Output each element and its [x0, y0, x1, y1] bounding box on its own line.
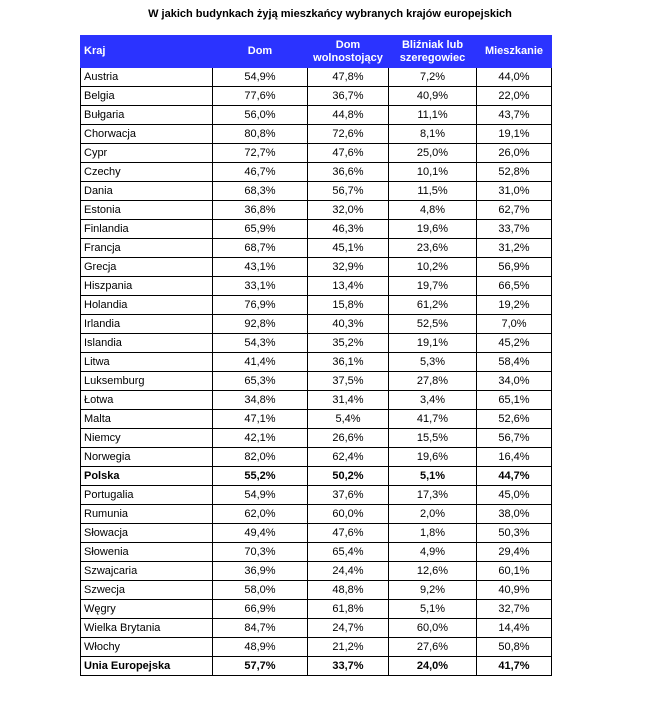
- cell-mieszkanie: 66,5%: [477, 277, 552, 296]
- country-cell: Finlandia: [81, 220, 213, 239]
- table-header: [81, 36, 552, 68]
- country-cell: Niemcy: [81, 429, 213, 448]
- table-row: [81, 353, 552, 372]
- cell-blizniak: 17,3%: [389, 486, 477, 505]
- cell-wolnostojacy: 56,7%: [308, 182, 389, 201]
- table-row: [81, 657, 552, 676]
- cell-blizniak: 11,5%: [389, 182, 477, 201]
- cell-wolnostojacy: 40,3%: [308, 315, 389, 334]
- cell-blizniak: 41,7%: [389, 410, 477, 429]
- cell-blizniak: 25,0%: [389, 144, 477, 163]
- country-cell: Chorwacja: [81, 125, 213, 144]
- cell-dom: 54,3%: [213, 334, 308, 353]
- cell-blizniak: 10,2%: [389, 258, 477, 277]
- table-row: [81, 467, 552, 486]
- cell-wolnostojacy: 32,0%: [308, 201, 389, 220]
- country-cell: Dania: [81, 182, 213, 201]
- country-cell: Norwegia: [81, 448, 213, 467]
- cell-blizniak: 60,0%: [389, 619, 477, 638]
- cell-mieszkanie: 16,4%: [477, 448, 552, 467]
- cell-dom: 55,2%: [213, 467, 308, 486]
- table-row: [81, 315, 552, 334]
- country-cell: Cypr: [81, 144, 213, 163]
- table-row: [81, 543, 552, 562]
- cell-wolnostojacy: 60,0%: [308, 505, 389, 524]
- cell-mieszkanie: 45,2%: [477, 334, 552, 353]
- cell-wolnostojacy: 45,1%: [308, 239, 389, 258]
- header-dom-wolnostojacy-line2: wolnostojący: [313, 51, 383, 64]
- country-cell: Luksemburg: [81, 372, 213, 391]
- cell-blizniak: 12,6%: [389, 562, 477, 581]
- cell-wolnostojacy: 21,2%: [308, 638, 389, 657]
- cell-wolnostojacy: 37,5%: [308, 372, 389, 391]
- table-row: [81, 638, 552, 657]
- table-row: [81, 334, 552, 353]
- table-row: [81, 277, 552, 296]
- table-row: [81, 201, 552, 220]
- country-cell: Belgia: [81, 87, 213, 106]
- cell-wolnostojacy: 48,8%: [308, 581, 389, 600]
- header-blizniak-line1: Bliźniak lub: [401, 38, 464, 51]
- table-row: [81, 163, 552, 182]
- cell-blizniak: 23,6%: [389, 239, 477, 258]
- cell-mieszkanie: 33,7%: [477, 220, 552, 239]
- cell-wolnostojacy: 65,4%: [308, 543, 389, 562]
- cell-dom: 92,8%: [213, 315, 308, 334]
- table-row: [81, 258, 552, 277]
- country-cell: Słowenia: [81, 543, 213, 562]
- cell-blizniak: 4,8%: [389, 201, 477, 220]
- cell-mieszkanie: 52,6%: [477, 410, 552, 429]
- cell-blizniak: 2,0%: [389, 505, 477, 524]
- table-row: [81, 125, 552, 144]
- cell-blizniak: 4,9%: [389, 543, 477, 562]
- cell-dom: 77,6%: [213, 87, 308, 106]
- cell-dom: 58,0%: [213, 581, 308, 600]
- cell-wolnostojacy: 46,3%: [308, 220, 389, 239]
- page-title: W jakich budynkach żyją mieszkańcy wybranych krajów europejskich: [148, 8, 512, 20]
- country-cell: Hiszpania: [81, 277, 213, 296]
- cell-wolnostojacy: 47,6%: [308, 144, 389, 163]
- cell-blizniak: 27,8%: [389, 372, 477, 391]
- cell-mieszkanie: 50,3%: [477, 524, 552, 543]
- cell-blizniak: 3,4%: [389, 391, 477, 410]
- country-cell: Włochy: [81, 638, 213, 657]
- cell-dom: 70,3%: [213, 543, 308, 562]
- cell-blizniak: 5,3%: [389, 353, 477, 372]
- cell-blizniak: 1,8%: [389, 524, 477, 543]
- header-dom-wolnostojacy: [308, 36, 389, 68]
- cell-mieszkanie: 29,4%: [477, 543, 552, 562]
- cell-wolnostojacy: 5,4%: [308, 410, 389, 429]
- cell-wolnostojacy: 44,8%: [308, 106, 389, 125]
- cell-mieszkanie: 32,7%: [477, 600, 552, 619]
- cell-wolnostojacy: 61,8%: [308, 600, 389, 619]
- header-blizniak-line2: szeregowiec: [399, 51, 466, 64]
- country-cell: Szwajcaria: [81, 562, 213, 581]
- table-row: [81, 429, 552, 448]
- table-row: [81, 372, 552, 391]
- cell-wolnostojacy: 50,2%: [308, 467, 389, 486]
- country-cell: Szwecja: [81, 581, 213, 600]
- table-row: [81, 106, 552, 125]
- cell-blizniak: 7,2%: [389, 68, 477, 87]
- table-row: [81, 486, 552, 505]
- cell-wolnostojacy: 72,6%: [308, 125, 389, 144]
- cell-wolnostojacy: 37,6%: [308, 486, 389, 505]
- table-row: [81, 600, 552, 619]
- cell-mieszkanie: 56,7%: [477, 429, 552, 448]
- cell-blizniak: 19,7%: [389, 277, 477, 296]
- cell-blizniak: 15,5%: [389, 429, 477, 448]
- country-cell: Malta: [81, 410, 213, 429]
- table-row: [81, 581, 552, 600]
- cell-dom: 84,7%: [213, 619, 308, 638]
- cell-mieszkanie: 31,0%: [477, 182, 552, 201]
- cell-blizniak: 10,1%: [389, 163, 477, 182]
- country-cell: Portugalia: [81, 486, 213, 505]
- cell-mieszkanie: 43,7%: [477, 106, 552, 125]
- cell-blizniak: 19,1%: [389, 334, 477, 353]
- cell-blizniak: 52,5%: [389, 315, 477, 334]
- table-row: [81, 619, 552, 638]
- cell-mieszkanie: 44,0%: [477, 68, 552, 87]
- cell-mieszkanie: 38,0%: [477, 505, 552, 524]
- cell-dom: 34,8%: [213, 391, 308, 410]
- cell-dom: 33,1%: [213, 277, 308, 296]
- cell-dom: 42,1%: [213, 429, 308, 448]
- cell-mieszkanie: 45,0%: [477, 486, 552, 505]
- cell-mieszkanie: 41,7%: [477, 657, 552, 676]
- header-dom-wolnostojacy-line1: Dom: [335, 38, 361, 51]
- cell-wolnostojacy: 24,7%: [308, 619, 389, 638]
- cell-wolnostojacy: 26,6%: [308, 429, 389, 448]
- country-cell: Islandia: [81, 334, 213, 353]
- cell-dom: 36,8%: [213, 201, 308, 220]
- country-cell: Unia Europejska: [81, 657, 213, 676]
- cell-mieszkanie: 65,1%: [477, 391, 552, 410]
- cell-wolnostojacy: 15,8%: [308, 296, 389, 315]
- country-cell: Irlandia: [81, 315, 213, 334]
- cell-dom: 82,0%: [213, 448, 308, 467]
- cell-blizniak: 19,6%: [389, 220, 477, 239]
- cell-mieszkanie: 40,9%: [477, 581, 552, 600]
- cell-dom: 46,7%: [213, 163, 308, 182]
- country-cell: Czechy: [81, 163, 213, 182]
- cell-wolnostojacy: 36,6%: [308, 163, 389, 182]
- country-cell: Rumunia: [81, 505, 213, 524]
- cell-blizniak: 5,1%: [389, 467, 477, 486]
- cell-wolnostojacy: 33,7%: [308, 657, 389, 676]
- country-cell: Austria: [81, 68, 213, 87]
- table-row: [81, 505, 552, 524]
- cell-dom: 54,9%: [213, 68, 308, 87]
- cell-mieszkanie: 50,8%: [477, 638, 552, 657]
- country-cell: Węgry: [81, 600, 213, 619]
- cell-mieszkanie: 60,1%: [477, 562, 552, 581]
- cell-wolnostojacy: 36,1%: [308, 353, 389, 372]
- table-row: [81, 391, 552, 410]
- cell-wolnostojacy: 31,4%: [308, 391, 389, 410]
- cell-mieszkanie: 62,7%: [477, 201, 552, 220]
- cell-mieszkanie: 7,0%: [477, 315, 552, 334]
- cell-mieszkanie: 44,7%: [477, 467, 552, 486]
- header-kraj: Kraj: [81, 36, 213, 68]
- cell-blizniak: 5,1%: [389, 600, 477, 619]
- country-cell: Francja: [81, 239, 213, 258]
- cell-wolnostojacy: 36,7%: [308, 87, 389, 106]
- cell-dom: 72,7%: [213, 144, 308, 163]
- table-row: [81, 448, 552, 467]
- country-cell: Litwa: [81, 353, 213, 372]
- header-dom: Dom: [213, 36, 308, 68]
- cell-dom: 76,9%: [213, 296, 308, 315]
- cell-blizniak: 27,6%: [389, 638, 477, 657]
- cell-mieszkanie: 31,2%: [477, 239, 552, 258]
- cell-wolnostojacy: 47,8%: [308, 68, 389, 87]
- table-row: [81, 524, 552, 543]
- table-row: [81, 220, 552, 239]
- cell-blizniak: 24,0%: [389, 657, 477, 676]
- cell-mieszkanie: 19,1%: [477, 125, 552, 144]
- table-row: [81, 182, 552, 201]
- table-row: [81, 410, 552, 429]
- cell-blizniak: 61,2%: [389, 296, 477, 315]
- header-mieszkanie: Mieszkanie: [477, 36, 552, 68]
- country-cell: Estonia: [81, 201, 213, 220]
- cell-mieszkanie: 52,8%: [477, 163, 552, 182]
- cell-dom: 43,1%: [213, 258, 308, 277]
- cell-blizniak: 19,6%: [389, 448, 477, 467]
- cell-dom: 48,9%: [213, 638, 308, 657]
- cell-mieszkanie: 22,0%: [477, 87, 552, 106]
- cell-dom: 68,7%: [213, 239, 308, 258]
- cell-wolnostojacy: 47,6%: [308, 524, 389, 543]
- cell-wolnostojacy: 13,4%: [308, 277, 389, 296]
- country-cell: Grecja: [81, 258, 213, 277]
- cell-dom: 36,9%: [213, 562, 308, 581]
- table-row: [81, 239, 552, 258]
- country-cell: Polska: [81, 467, 213, 486]
- cell-wolnostojacy: 24,4%: [308, 562, 389, 581]
- table-row: [81, 68, 552, 87]
- cell-dom: 68,3%: [213, 182, 308, 201]
- cell-dom: 49,4%: [213, 524, 308, 543]
- cell-dom: 57,7%: [213, 657, 308, 676]
- cell-blizniak: 9,2%: [389, 581, 477, 600]
- cell-wolnostojacy: 35,2%: [308, 334, 389, 353]
- cell-dom: 56,0%: [213, 106, 308, 125]
- cell-dom: 65,3%: [213, 372, 308, 391]
- cell-blizniak: 40,9%: [389, 87, 477, 106]
- cell-mieszkanie: 14,4%: [477, 619, 552, 638]
- cell-mieszkanie: 56,9%: [477, 258, 552, 277]
- cell-dom: 62,0%: [213, 505, 308, 524]
- country-cell: Bułgaria: [81, 106, 213, 125]
- cell-mieszkanie: 34,0%: [477, 372, 552, 391]
- cell-blizniak: 8,1%: [389, 125, 477, 144]
- country-cell: Łotwa: [81, 391, 213, 410]
- cell-blizniak: 11,1%: [389, 106, 477, 125]
- header-blizniak: [389, 36, 477, 68]
- cell-dom: 41,4%: [213, 353, 308, 372]
- country-cell: Holandia: [81, 296, 213, 315]
- cell-dom: 54,9%: [213, 486, 308, 505]
- table-row: [81, 144, 552, 163]
- cell-dom: 80,8%: [213, 125, 308, 144]
- table-row: [81, 296, 552, 315]
- header-row: [81, 36, 552, 68]
- table-row: [81, 87, 552, 106]
- table-row: [81, 562, 552, 581]
- cell-mieszkanie: 19,2%: [477, 296, 552, 315]
- country-cell: Wielka Brytania: [81, 619, 213, 638]
- cell-mieszkanie: 26,0%: [477, 144, 552, 163]
- housing-table: [80, 35, 552, 676]
- cell-wolnostojacy: 32,9%: [308, 258, 389, 277]
- table-body: [81, 68, 552, 676]
- cell-dom: 66,9%: [213, 600, 308, 619]
- cell-wolnostojacy: 62,4%: [308, 448, 389, 467]
- cell-dom: 65,9%: [213, 220, 308, 239]
- cell-mieszkanie: 58,4%: [477, 353, 552, 372]
- cell-dom: 47,1%: [213, 410, 308, 429]
- country-cell: Słowacja: [81, 524, 213, 543]
